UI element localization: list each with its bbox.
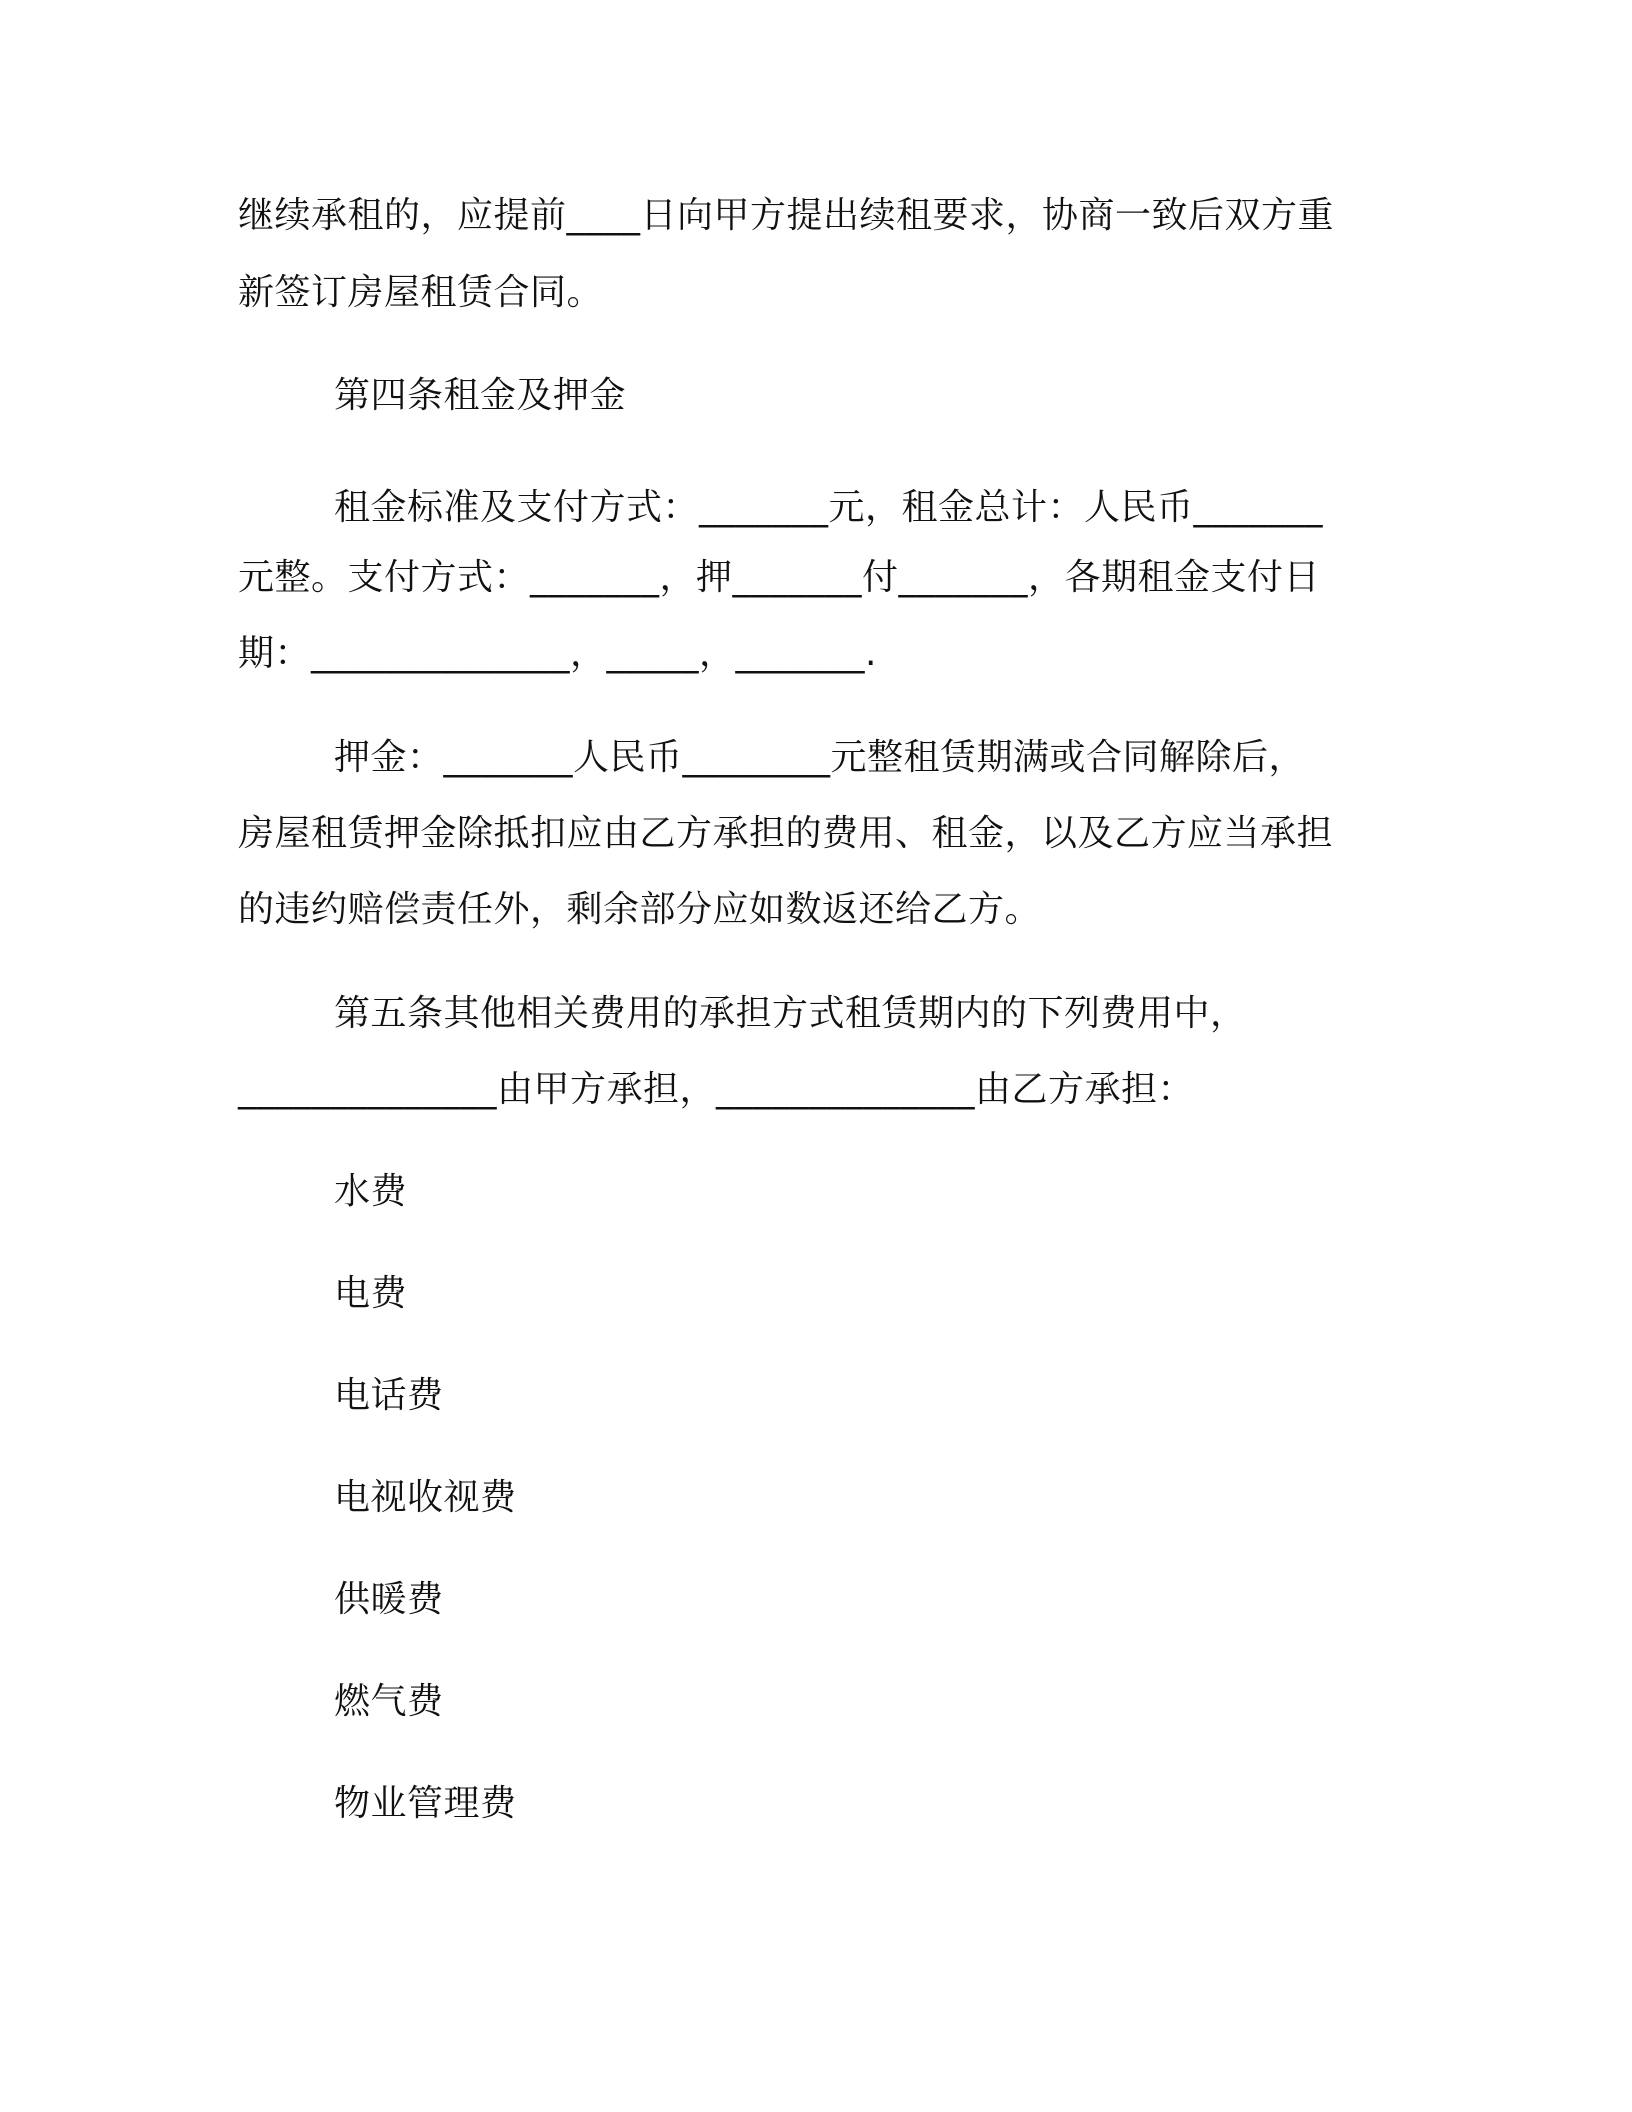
text-line: 的违约赔偿责任外，剩余部分应如数返还给乙方。 [238,889,1042,930]
article-heading: 第五条其他相关费用的承担方式租赁期内的下列费用中， [334,993,1247,1034]
text-line: 元整。支付方式：_______，押_______付_______，各期租金支付日 [238,557,1321,598]
text-line: 期：______________，_____，_______. [238,633,877,674]
fee-item: 电话费 [334,1375,444,1416]
fee-item: 物业管理费 [334,1783,517,1824]
text-line: ______________由甲方承担，______________由乙方承担： [238,1069,1195,1110]
fee-item: 供暖费 [334,1579,444,1620]
fee-item: 电视收视费 [334,1477,517,1518]
fee-item: 燃气费 [334,1681,444,1722]
text-line: 租金标准及支付方式：_______元，租金总计：人民币_______ [334,487,1324,528]
fee-item: 水费 [334,1171,408,1212]
text-line: 房屋租赁押金除抵扣应由乙方承担的费用、租金，以及乙方应当承担 [238,813,1334,854]
article-heading: 第四条租金及押金 [334,375,627,416]
text-line: 押金：_______人民币________元整租赁期满或合同解除后， [334,737,1306,778]
fee-item: 电费 [334,1273,408,1314]
text-line: 继续承租的，应提前____日向甲方提出续租要求，协商一致后双方重 [238,195,1335,236]
text-line: 新签订房屋租赁合同。 [238,272,604,313]
